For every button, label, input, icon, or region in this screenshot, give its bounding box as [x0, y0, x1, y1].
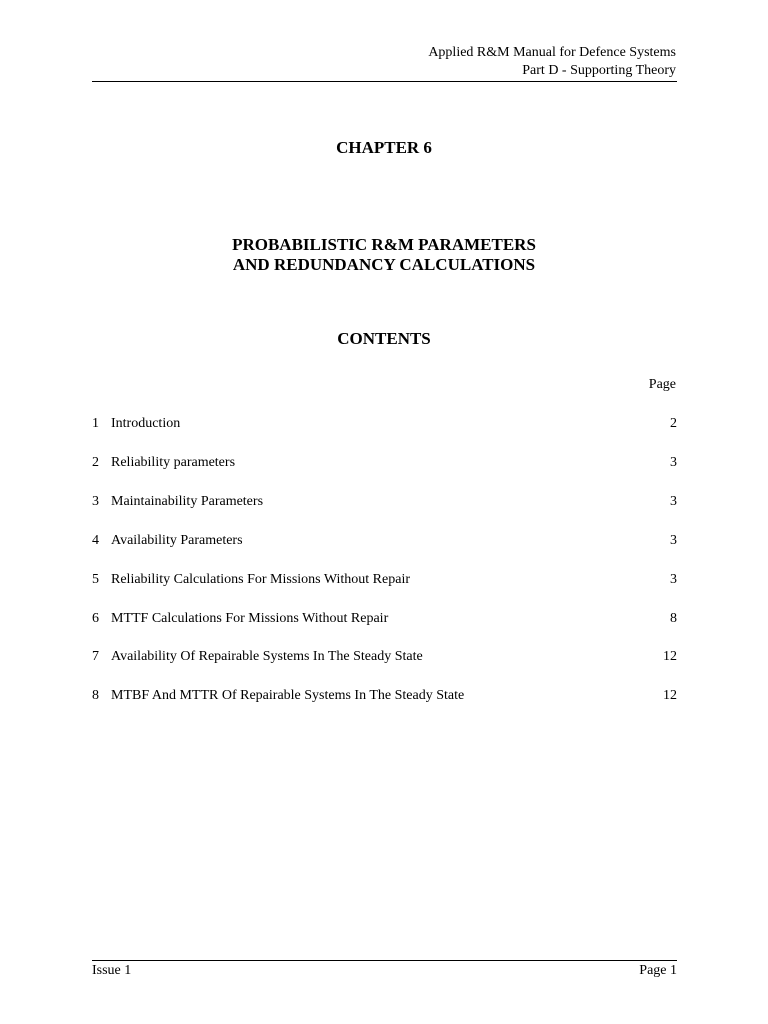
- chapter-title-line-2: AND REDUNDANCY CALCULATIONS: [232, 255, 536, 274]
- toc-page-number: 12: [663, 688, 677, 703]
- toc-title: Reliability Calculations For Missions Without Repair: [111, 572, 410, 587]
- toc-number: 6: [92, 611, 99, 626]
- toc-row[interactable]: [92, 492, 677, 512]
- issue-label: Issue 1: [92, 963, 132, 978]
- chapter-title-line-1: PROBABILISTIC R&M PARAMETERS: [232, 235, 536, 254]
- toc-title: Reliability parameters: [111, 455, 236, 470]
- contents-heading: CONTENTS: [337, 329, 431, 348]
- toc-row[interactable]: [92, 570, 677, 590]
- toc-number: 3: [92, 494, 99, 509]
- toc-row[interactable]: [92, 453, 677, 473]
- toc-row[interactable]: [92, 414, 677, 434]
- toc-number: 5: [92, 572, 99, 587]
- footer-divider: [92, 960, 677, 961]
- toc-page-number: 3: [670, 494, 677, 509]
- chapter-number: CHAPTER 6: [336, 138, 432, 157]
- toc-number: 7: [92, 649, 99, 664]
- toc-page-number: 3: [670, 572, 677, 587]
- toc-page-number: 3: [670, 533, 677, 548]
- running-header: [92, 44, 676, 80]
- toc-title: Introduction: [111, 416, 181, 431]
- toc-row[interactable]: [92, 531, 677, 551]
- toc-number: 1: [92, 416, 99, 431]
- page-label: Page 1: [639, 963, 677, 978]
- toc-row[interactable]: [92, 686, 677, 706]
- toc-page-number: 12: [663, 649, 677, 664]
- toc-title: MTBF And MTTR Of Repairable Systems In The Steady State: [111, 688, 465, 703]
- toc-title: Availability Of Repairable Systems In The Steady State: [111, 649, 423, 664]
- toc-number: 8: [92, 688, 99, 703]
- toc-title: MTTF Calculations For Missions Without Repair: [111, 611, 389, 626]
- header-divider: [92, 81, 677, 82]
- toc-page-number: 2: [670, 416, 677, 431]
- toc-title: Maintainability Parameters: [111, 494, 264, 509]
- toc-page-number: 8: [670, 611, 677, 626]
- toc-number: 4: [92, 533, 99, 548]
- toc-title: Availability Parameters: [111, 533, 243, 548]
- toc-number: 2: [92, 455, 99, 470]
- part-title: Part D - Supporting Theory: [522, 63, 676, 78]
- manual-title: Applied R&M Manual for Defence Systems: [428, 45, 676, 60]
- toc-row[interactable]: [92, 647, 677, 667]
- page-column-label: Page: [648, 377, 676, 392]
- toc-page-number: 3: [670, 455, 677, 470]
- toc-row[interactable]: [92, 609, 677, 629]
